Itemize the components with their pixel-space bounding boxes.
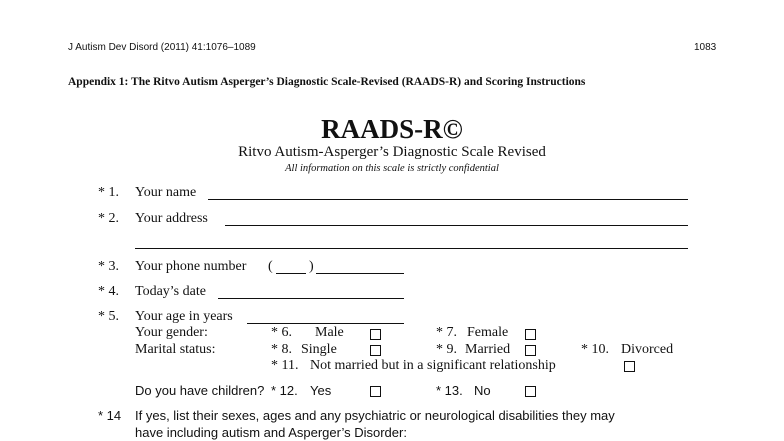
q5-number: * 5. <box>98 309 119 324</box>
appendix-title: Appendix 1: The Ritvo Autism Asperger’s Diagnostic Scale-Revised (RAADS-R) and Scoring Instructions <box>68 76 586 88</box>
form-title: RAADS-R© <box>321 114 463 144</box>
phone-number-field[interactable] <box>316 273 404 274</box>
area-code-close-paren: ) <box>309 259 314 274</box>
address-field-line2[interactable] <box>135 248 688 249</box>
q11-label: Not married but in a significant relationship <box>310 358 556 373</box>
q14-text-line1: If yes, list their sexes, ages and any psychiatric or neurological disabilities they may <box>135 408 615 423</box>
q9-number: * 9. <box>436 342 457 357</box>
q12-label: Yes <box>310 383 332 398</box>
q10-number: * 10. <box>581 342 609 357</box>
q2-number: * 2. <box>98 211 119 226</box>
q13-label: No <box>474 383 491 398</box>
confidential-note: All information on this scale is strictly confidential <box>285 163 499 174</box>
married-checkbox[interactable] <box>525 345 536 356</box>
form-subtitle: Ritvo Autism-Asperger’s Diagnostic Scale Revised <box>238 144 546 160</box>
children-no-checkbox[interactable] <box>525 386 536 397</box>
journal-citation: J Autism Dev Disord (2011) 41:1076–1089 <box>68 42 256 53</box>
q13-number: * 13. <box>436 383 463 398</box>
q4-number: * 4. <box>98 284 119 299</box>
q3-label: Your phone number <box>135 259 247 274</box>
address-field-line1[interactable] <box>225 225 688 226</box>
q7-number: * 7. <box>436 325 457 340</box>
q7-label: Female <box>467 325 509 340</box>
q2-label: Your address <box>135 211 208 226</box>
children-label: Do you have children? <box>135 383 265 398</box>
marital-status-label: Marital status: <box>135 342 216 357</box>
q11-number: * 11. <box>271 358 299 373</box>
name-field[interactable] <box>208 199 688 200</box>
q6-label: Male <box>315 325 344 340</box>
female-checkbox[interactable] <box>525 329 536 340</box>
male-checkbox[interactable] <box>370 329 381 340</box>
children-yes-checkbox[interactable] <box>370 386 381 397</box>
q14-text-line2: have including autism and Asperger’s Disorder: <box>135 425 407 440</box>
gender-label: Your gender: <box>135 325 208 340</box>
single-checkbox[interactable] <box>370 345 381 356</box>
q10-label: Divorced <box>621 342 674 357</box>
q4-label: Today’s date <box>135 284 206 299</box>
area-code-open-paren: ( <box>268 259 273 274</box>
q1-number: * 1. <box>98 185 119 200</box>
q8-label: Single <box>301 342 337 357</box>
q14-number: * 14 <box>98 408 122 423</box>
page-number: 1083 <box>694 42 717 53</box>
q3-number: * 3. <box>98 259 119 274</box>
significant-relationship-checkbox[interactable] <box>624 361 635 372</box>
date-field[interactable] <box>218 298 404 299</box>
q6-number: * 6. <box>271 325 292 340</box>
q9-label: Married <box>465 342 511 357</box>
q8-number: * 8. <box>271 342 292 357</box>
area-code-field[interactable] <box>276 273 306 274</box>
age-field[interactable] <box>247 323 404 324</box>
q5-label: Your age in years <box>135 309 233 324</box>
q12-number: * 12. <box>271 383 298 398</box>
q1-label: Your name <box>135 185 197 200</box>
